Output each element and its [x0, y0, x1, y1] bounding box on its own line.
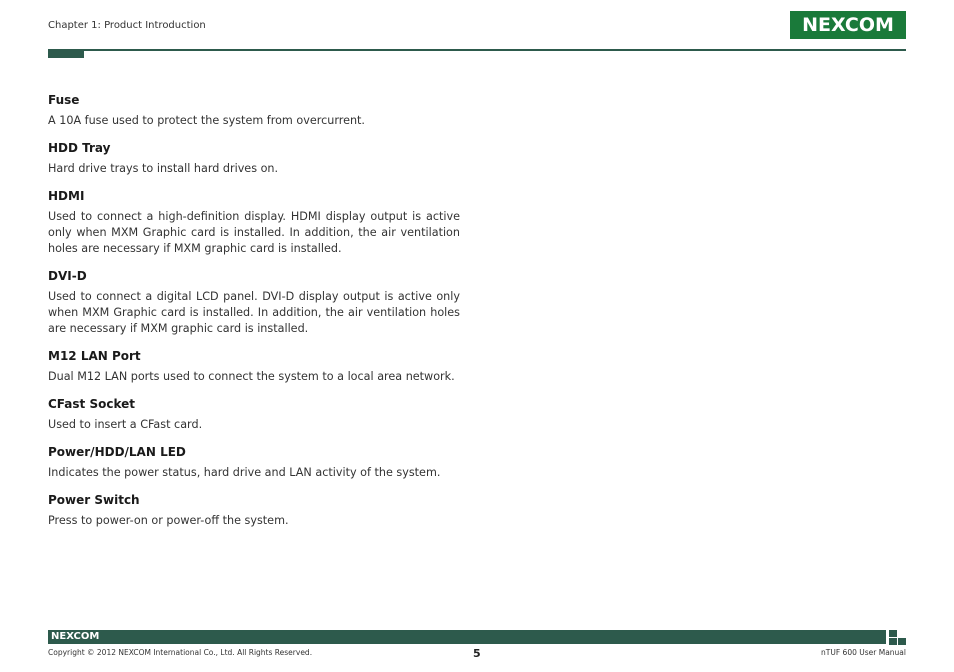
logo-text: NEXCOM: [802, 14, 894, 36]
section-body: A 10A fuse used to protect the system from overcurrent.: [48, 114, 365, 127]
section-title: Power Switch: [48, 493, 140, 507]
footer-square-icon: [889, 638, 897, 645]
section-body: Hard drive trays to install hard drives on.: [48, 162, 279, 175]
footer-bar: [48, 630, 886, 644]
header-divider: [48, 49, 906, 51]
section-title: Power/HDD/LAN LED: [48, 445, 186, 459]
section-m12-lan-port: [48, 348, 460, 385]
section-power-switch: [48, 492, 460, 529]
page-number: 5: [473, 647, 481, 660]
manual-name: nTUF 600 User Manual: [821, 648, 906, 657]
footer-square-icon: [889, 630, 897, 637]
section-fuse: [48, 92, 460, 129]
section-title: M12 LAN Port: [48, 349, 141, 363]
section-title: Fuse: [48, 93, 80, 107]
section-title: DVI-D: [48, 269, 87, 283]
section-body: Used to connect a high-definition display. HDMI display output is active only when MXM Graphic card is installed. In addition, the air ventilation holes are necessary if MXM graphic card is installed.: [48, 210, 460, 255]
section-title: HDMI: [48, 189, 85, 203]
footer-logo: NEXCOM: [51, 631, 100, 642]
nexcom-logo: [790, 11, 906, 39]
section-hdmi: [48, 188, 460, 257]
section-body: Used to connect a digital LCD panel. DVI-D display output is active only when MXM Graphic card is installed. In addition, the air ventilation holes are necessary if MXM graphic card is installed.: [48, 290, 460, 335]
section-body: Used to insert a CFast card.: [48, 418, 203, 431]
section-title: HDD Tray: [48, 141, 111, 155]
section-hdd-tray: [48, 140, 460, 177]
section-body: Indicates the power status, hard drive and LAN activity of the system.: [48, 466, 441, 479]
section-cfast-socket: [48, 396, 460, 433]
section-title: CFast Socket: [48, 397, 135, 411]
header-chapter-title: Chapter 1: Product Introduction: [48, 20, 206, 31]
section-body: Press to power-on or power-off the system.: [48, 514, 289, 527]
section-power-led: [48, 444, 460, 481]
header-accent-block: [48, 51, 84, 58]
copyright-text: Copyright © 2012 NEXCOM International Co., Ltd. All Rights Reserved.: [48, 648, 313, 657]
section-body: Dual M12 LAN ports used to connect the system to a local area network.: [48, 370, 455, 383]
section-dvi-d: [48, 268, 460, 337]
main-content: [48, 92, 460, 540]
footer-square-icon: [898, 638, 906, 645]
